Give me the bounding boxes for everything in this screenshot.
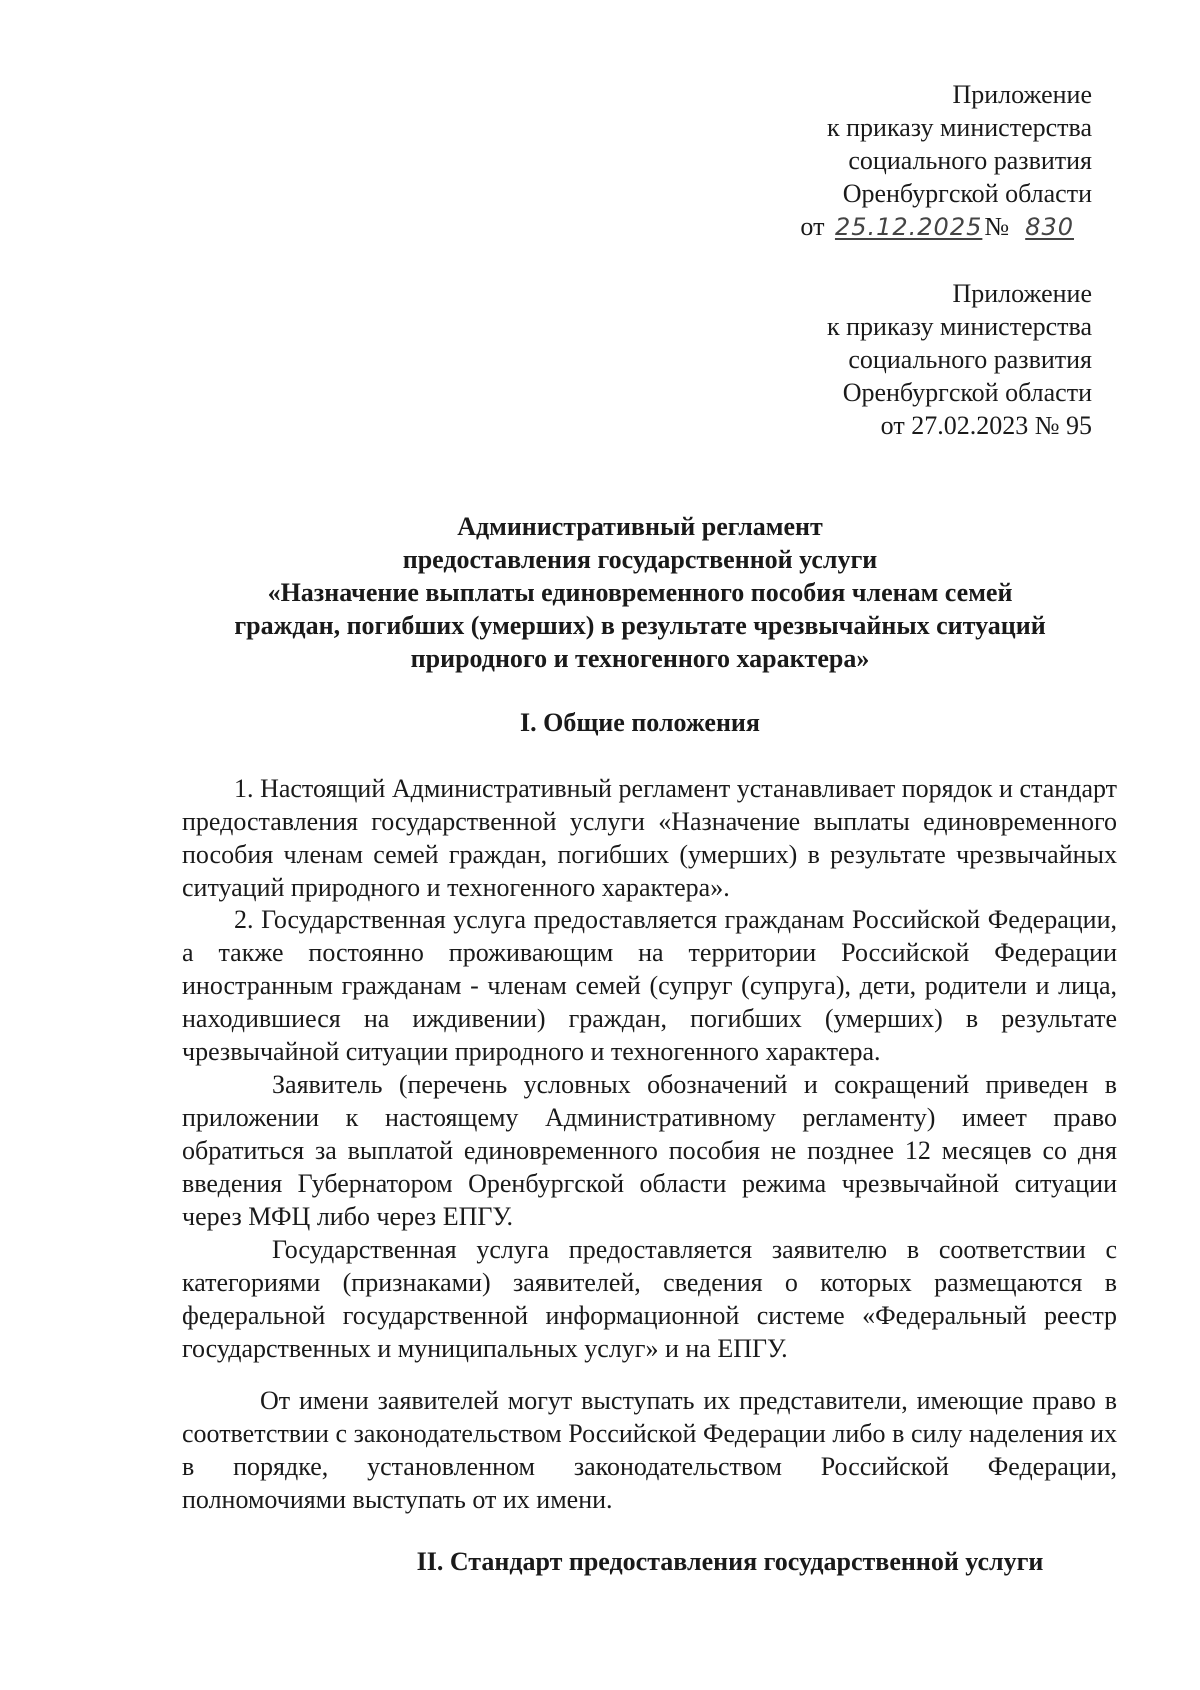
title-line: природного и техногенного характера»	[410, 644, 870, 673]
approval-region-line: Оренбургской области	[842, 179, 1092, 208]
approval-stamp-current	[800, 78, 1092, 244]
approval-date-line	[800, 210, 1092, 244]
title-line: Административный регламент	[457, 512, 823, 541]
document-title	[175, 510, 1105, 675]
approval-region-line: Оренбургской области	[842, 378, 1092, 407]
number-sign: №	[984, 212, 1010, 241]
approval-order-line: к приказу министерства	[827, 113, 1092, 142]
paragraph: От имени заявителей могут выступать их представители, имеющие право в соответствии с законодательством Российской Федерации либо в силу наделения их в порядке, установленном законодательством Российской Федерации, полномочиями выступать от их имени.	[182, 1386, 1117, 1514]
approval-ministry-line: социального развития	[848, 345, 1092, 374]
title-line: предоставления государственной услуги	[402, 545, 878, 574]
approval-label: Приложение	[952, 80, 1092, 109]
paragraph: Заявитель (перечень условных обозначений и сокращений приведен в приложении к настоящему Административному регламенту) имеет право обратиться за выплатой единовременного пособия не позднее 12 месяцев со дня введения Губернатором Оренбургской области режима чрезвычайной ситуации через МФЦ либо через ЕПГУ.	[182, 1070, 1117, 1231]
paragraph: Государственная услуга предоставляется заявителю в соответствии с категориями (признаками) заявителей, сведения о которых размещаются в федеральной государственной информационной системе «Федеральный реестр государственных и муниципальных услуг» и на ЕПГУ.	[182, 1235, 1117, 1363]
paragraph: 1. Настоящий Административный регламент устанавливает порядок и стандарт предоставления государственной услуги «Назначение выплаты единовременного пособия членам семей граждан, погибших (умерших) в результате чрезвычайных ситуаций природного и техногенного характера».	[182, 774, 1117, 902]
title-line: граждан, погибших (умерших) в результате чрезвычайных ситуаций	[234, 611, 1046, 640]
approval-order-line: к приказу министерства	[827, 312, 1092, 341]
approval-date-prefix: от	[800, 212, 825, 241]
title-line: «Назначение выплаты единовременного пособия членам семей	[267, 578, 1013, 607]
paragraph: 2. Государственная услуга предоставляется гражданам Российской Федерации, а также постоянно проживающим на территории Российской Федерации иностранным гражданам - членам семей (супруг (супруга), дети, родители и лица, находившиеся на иждивении) граждан, погибших (умерших) в результате чрезвычайной ситуации природного и техногенного характера.	[182, 905, 1117, 1066]
section-heading-general: I. Общие положения	[520, 708, 760, 737]
handwritten-number: 830	[1025, 213, 1074, 241]
approval-ministry-line: социального развития	[848, 146, 1092, 175]
approval-label: Приложение	[952, 279, 1092, 308]
approval-stamp-original	[827, 277, 1092, 442]
approval-date-line: от 27.02.2023 № 95	[880, 411, 1092, 440]
section-heading-standard: II. Стандарт предоставления государственной услуги	[416, 1547, 1044, 1576]
handwritten-date: 25.12.2025	[834, 213, 983, 241]
